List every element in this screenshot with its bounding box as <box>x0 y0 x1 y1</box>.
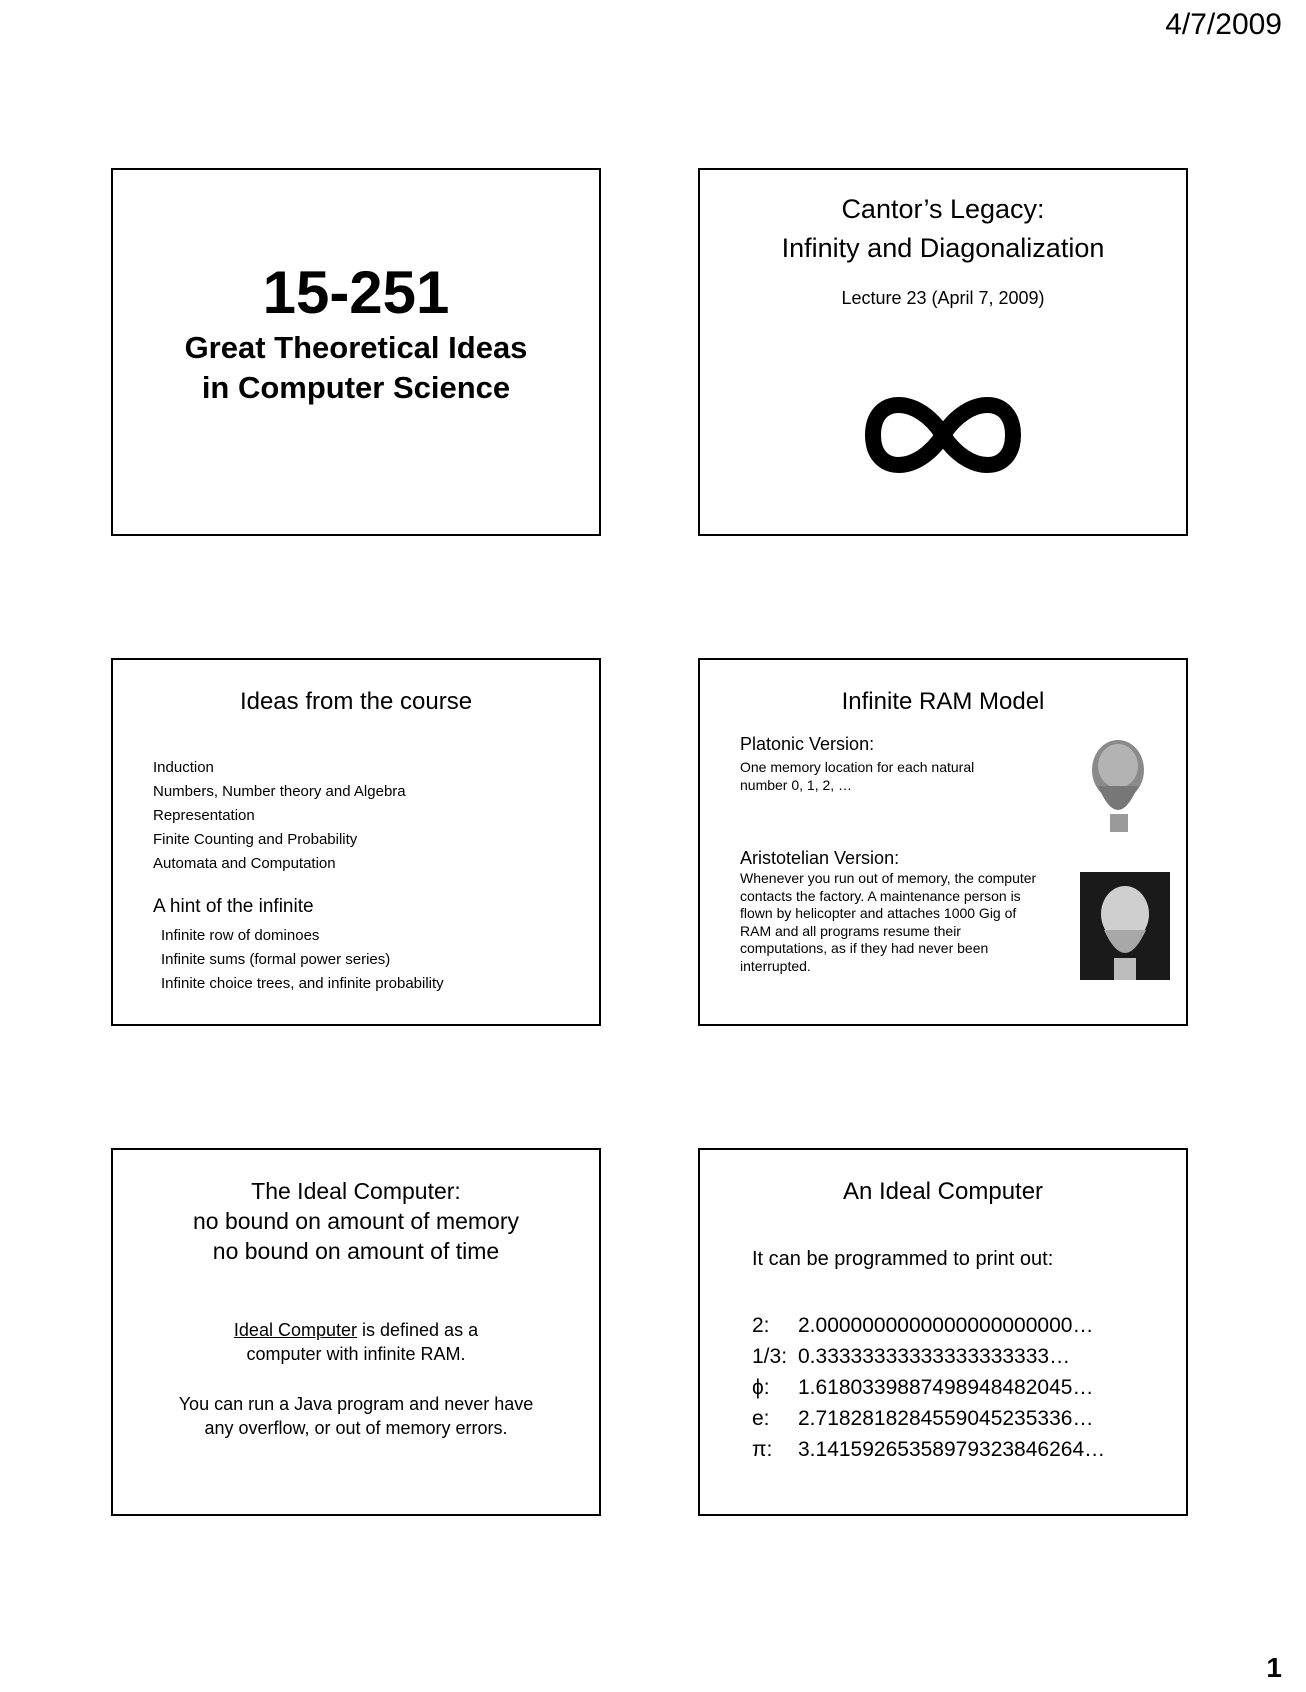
slide-4 <box>698 658 1188 1026</box>
note-line2: any overflow, or out of memory errors. <box>204 1418 508 1438</box>
platonic-heading: Platonic Version: <box>740 734 875 754</box>
hint-heading: A hint of the infinite <box>153 896 314 917</box>
number-value: 2.0000000000000000000000… <box>798 1314 1094 1337</box>
number-value: 1.6180339887498948482045… <box>798 1376 1094 1399</box>
slide-1 <box>111 168 601 536</box>
title-line2: no bound on amount of memory <box>192 1208 520 1234</box>
slide-3 <box>111 658 601 1026</box>
number-list <box>752 1310 1105 1465</box>
number-row <box>752 1403 1105 1434</box>
page-number: 1 <box>1266 1652 1282 1683</box>
aristotle-bust-image <box>1080 872 1170 980</box>
number-value: 3.14159265358979323846264… <box>798 1438 1106 1461</box>
list-item: Automata and Computation <box>153 855 336 872</box>
definition-rest: is defined as a <box>357 1320 479 1340</box>
number-label: ϕ: <box>752 1376 770 1399</box>
lecture-title <box>700 190 1186 268</box>
slide-title: An Ideal Computer <box>842 1178 1044 1205</box>
slide-title: Ideas from the course <box>239 688 473 715</box>
number-row <box>752 1341 1105 1372</box>
list-item: Infinite row of dominoes <box>161 927 320 944</box>
list-item: Induction <box>153 759 214 776</box>
number-row <box>752 1310 1105 1341</box>
definition-line2: computer with infinite RAM. <box>246 1344 466 1364</box>
number-row <box>752 1434 1105 1465</box>
title-line1: The Ideal Computer: <box>251 1178 461 1204</box>
definition-term: Ideal Computer <box>233 1320 357 1340</box>
list-item: Finite Counting and Probability <box>153 831 358 848</box>
number-label: 1/3: <box>752 1345 788 1368</box>
infinity-icon <box>700 330 1186 520</box>
list-item: Numbers, Number theory and Algebra <box>153 783 406 800</box>
platonic-text: One memory location for each natural number 0, 1, 2, … <box>740 759 975 793</box>
lecture-title-line1: Cantor’s Legacy: <box>841 194 1045 224</box>
slide-6 <box>698 1148 1188 1516</box>
intro-text: It can be programmed to print out: <box>752 1248 1054 1270</box>
infinite-list <box>161 924 444 996</box>
slide-2 <box>698 168 1188 536</box>
ideas-list <box>153 756 406 876</box>
list-item: Infinite choice trees, and infinite probability <box>161 975 444 992</box>
definition <box>113 1318 599 1366</box>
list-item: Representation <box>153 807 255 824</box>
number-value: 0.33333333333333333333… <box>798 1345 1071 1368</box>
note-line1: You can run a Java program and never have <box>178 1394 534 1414</box>
number-label: e: <box>752 1407 770 1430</box>
slide-title <box>113 1176 599 1266</box>
infinity-symbol <box>858 380 1028 490</box>
title-line3: no bound on amount of time <box>212 1238 500 1264</box>
aristotelian-text: Whenever you run out of memory, the computer contacts the factory. A maintenance person is flown by helicopter and attaches 1000 Gig of RAM and all programs resume their computations, as if they had never been interrupted. <box>740 870 1037 974</box>
number-label: 2: <box>752 1314 770 1337</box>
lecture-title-line2: Infinity and Diagonalization <box>781 233 1105 263</box>
course-subtitle <box>113 328 599 408</box>
page-date: 4/7/2009 <box>1165 8 1282 41</box>
list-item: Infinite sums (formal power series) <box>161 951 391 968</box>
slide-5 <box>111 1148 601 1516</box>
note <box>113 1392 599 1440</box>
number-value: 2.7182818284559045235336… <box>798 1407 1094 1430</box>
course-number: 15-251 <box>262 259 450 326</box>
course-subtitle-line2: in Computer Science <box>201 370 511 405</box>
slide-title: Infinite RAM Model <box>841 688 1045 715</box>
lecture-date: Lecture 23 (April 7, 2009) <box>841 288 1045 308</box>
plato-bust-image <box>1082 734 1152 832</box>
course-subtitle-line1: Great Theoretical Ideas <box>184 330 528 365</box>
number-label: π: <box>752 1438 773 1461</box>
number-row <box>752 1372 1105 1403</box>
aristotelian-heading: Aristotelian Version: <box>740 848 900 868</box>
